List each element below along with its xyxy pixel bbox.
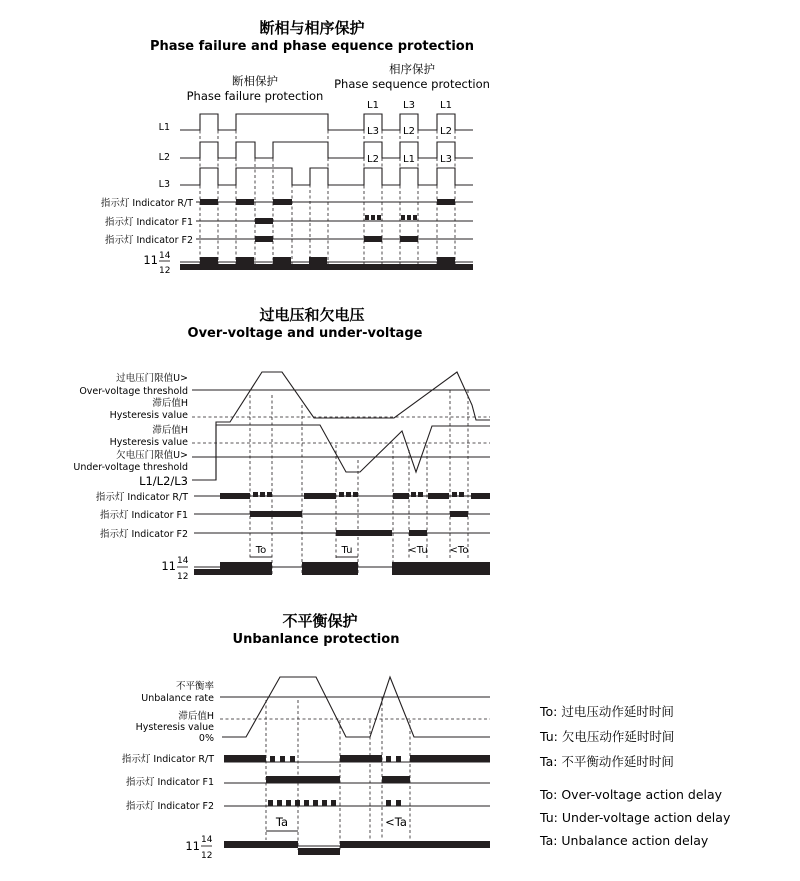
voltage-title-cn: 过电压和欠电压	[259, 306, 365, 324]
u-relay-track	[224, 841, 490, 855]
seq-tag-r1-3: L2	[440, 126, 452, 137]
u-row-label-f1: 指示灯 Indicator F1	[125, 777, 214, 788]
relay-14: 14	[159, 251, 171, 261]
v-rt-blink	[253, 492, 258, 497]
phase-protection-diagram	[101, 19, 490, 276]
unbalance-title-cn: 不平衡保护	[282, 612, 358, 630]
voltage-curve-lower	[216, 425, 490, 480]
relay-11: 11	[143, 253, 158, 267]
rt-bar	[200, 199, 218, 205]
v-rt-blink	[411, 492, 416, 497]
u-rt-bar	[410, 755, 490, 762]
legend-tu-en: Tu: Under-voltage action delay	[540, 810, 731, 825]
row-label-rt: 指示灯 Indicator R/T	[100, 198, 193, 209]
lt-ta-label: <Ta	[385, 815, 407, 829]
v-row-label-f1: 指示灯 Indicator F1	[99, 510, 188, 521]
rate-cn: 不平衡率	[175, 681, 214, 692]
v-rt-blink	[346, 492, 351, 497]
v-f2-bar	[409, 530, 427, 536]
relay-12: 12	[159, 266, 171, 276]
u-relay-12: 12	[201, 851, 213, 861]
waveform-l2	[180, 142, 473, 158]
f2-bar	[400, 236, 418, 242]
legend-ta-en: Ta: Unbalance action delay	[540, 833, 709, 848]
voltage-protection-diagram	[73, 306, 490, 582]
phases-label: L1/L2/L3	[139, 474, 188, 488]
v-rt-bar	[220, 493, 250, 499]
row-label-l1: L1	[158, 122, 170, 133]
u-rt-blink	[396, 756, 401, 762]
v-rt-blink	[418, 492, 423, 497]
row-label-f2: 指示灯 Indicator F2	[104, 235, 193, 246]
zero-label: 0%	[198, 733, 214, 744]
seq-tag-r2-3: L3	[440, 154, 452, 165]
v-rt-bar	[304, 493, 336, 499]
unbalance-protection-diagram	[122, 612, 731, 861]
u-f1-bar	[266, 776, 340, 783]
tu-label: Tu	[341, 545, 353, 556]
phase-sequence-en: Phase sequence protection	[334, 77, 490, 91]
f1-bar	[255, 218, 273, 224]
v-rt-bar	[428, 493, 449, 499]
legend-ta-cn: Ta: 不平衡动作延时时间	[540, 754, 674, 769]
legend-to-cn: To: 过电压动作延时时间	[540, 704, 674, 719]
seq-tag-r1-2: L2	[403, 126, 415, 137]
f1-blink	[371, 215, 375, 220]
under-threshold-en: Under-voltage threshold	[73, 462, 188, 473]
seq-col-l1b: L1	[440, 100, 452, 111]
f2-bar	[364, 236, 382, 242]
row-label-l3: L3	[158, 179, 170, 190]
phase-failure-cn: 断相保护	[232, 74, 278, 88]
ta-label: Ta	[275, 815, 289, 829]
to-label: To	[255, 545, 267, 556]
u-relay-11: 11	[185, 839, 200, 853]
v-rt-blink	[267, 492, 272, 497]
u-f1-bar	[382, 776, 410, 783]
v-relay-track	[194, 562, 490, 575]
legend-tu-cn: Tu: 欠电压动作延时时间	[540, 729, 675, 744]
lt-tu-label: <Tu	[408, 545, 428, 556]
rt-bar	[273, 199, 292, 205]
phase-failure-en: Phase failure protection	[186, 89, 324, 103]
seq-col-l3: L3	[403, 100, 415, 111]
phase-sequence-cn: 相序保护	[389, 62, 435, 76]
hyst2-en: Hysteresis value	[109, 437, 188, 448]
v-relay-12: 12	[177, 572, 189, 582]
u-rt-bar	[224, 755, 266, 762]
phase-title-cn: 断相与相序保护	[259, 19, 365, 37]
v-rt-bar	[471, 493, 490, 499]
v-rt-blink	[260, 492, 265, 497]
v-rt-blink	[339, 492, 344, 497]
f1-blink	[413, 215, 417, 220]
v-relay-14: 14	[177, 556, 189, 566]
seq-tag-r2-2: L1	[403, 154, 415, 165]
phase-title-en: Phase failure and phase equence protection	[150, 39, 474, 54]
under-threshold-cn: 欠电压门限值U>	[116, 450, 188, 461]
hyst2-cn: 滞后值H	[152, 425, 188, 436]
over-threshold-cn: 过电压门限值U>	[116, 373, 188, 384]
row-label-f1: 指示灯 Indicator F1	[104, 217, 193, 228]
hyst1-cn: 滞后值H	[152, 398, 188, 409]
over-threshold-en: Over-voltage threshold	[79, 386, 188, 397]
v-f1-bar	[250, 511, 302, 517]
v-relay-11: 11	[161, 559, 176, 573]
rt-bar	[236, 199, 254, 205]
legend-to-en: To: Over-voltage action delay	[540, 787, 723, 802]
unbalance-curve	[222, 677, 490, 737]
u-hyst-en: Hysteresis value	[135, 722, 214, 733]
f2-bar	[255, 236, 273, 242]
seq-tag-r2-1: L2	[367, 154, 379, 165]
seq-tag-r1-1: L3	[367, 126, 379, 137]
unbalance-title-en: Unbanlance protection	[232, 632, 400, 647]
v-rt-blink	[452, 492, 457, 497]
u-hyst-cn: 滞后值H	[178, 711, 214, 722]
u-row-label-rt: 指示灯 Indicator R/T	[121, 754, 214, 765]
phase-dashed-guides	[200, 114, 455, 270]
voltage-title-en: Over-voltage and under-voltage	[187, 326, 423, 341]
waveform-l1	[180, 114, 473, 130]
u-rt-blink	[270, 756, 275, 762]
u-f2-blinks	[268, 800, 401, 806]
u-rt-blink	[386, 756, 391, 762]
rt-bar	[437, 199, 455, 205]
u-rt-bar	[340, 755, 382, 762]
rate-en: Unbalance rate	[141, 693, 214, 704]
v-rt-blink	[353, 492, 358, 497]
relay-track	[180, 257, 473, 270]
v-rt-blink	[459, 492, 464, 497]
seq-col-l1a: L1	[367, 100, 379, 111]
f1-blink	[407, 215, 411, 220]
u-row-label-f2: 指示灯 Indicator F2	[125, 801, 214, 812]
f1-blink	[365, 215, 369, 220]
v-f2-bar	[336, 530, 392, 536]
f1-blink	[377, 215, 381, 220]
row-label-l2: L2	[158, 152, 170, 163]
hyst1-en: Hysteresis value	[109, 410, 188, 421]
lt-to-label: <To	[449, 545, 469, 556]
v-rt-bar	[393, 493, 409, 499]
v-f1-bar	[450, 511, 468, 517]
u-relay-14: 14	[201, 835, 213, 845]
v-row-label-f2: 指示灯 Indicator F2	[99, 529, 188, 540]
f1-blink	[401, 215, 405, 220]
waveform-l3	[180, 168, 473, 185]
v-row-label-rt: 指示灯 Indicator R/T	[95, 492, 188, 503]
u-rt-blink	[290, 756, 295, 762]
u-rt-blink	[280, 756, 285, 762]
